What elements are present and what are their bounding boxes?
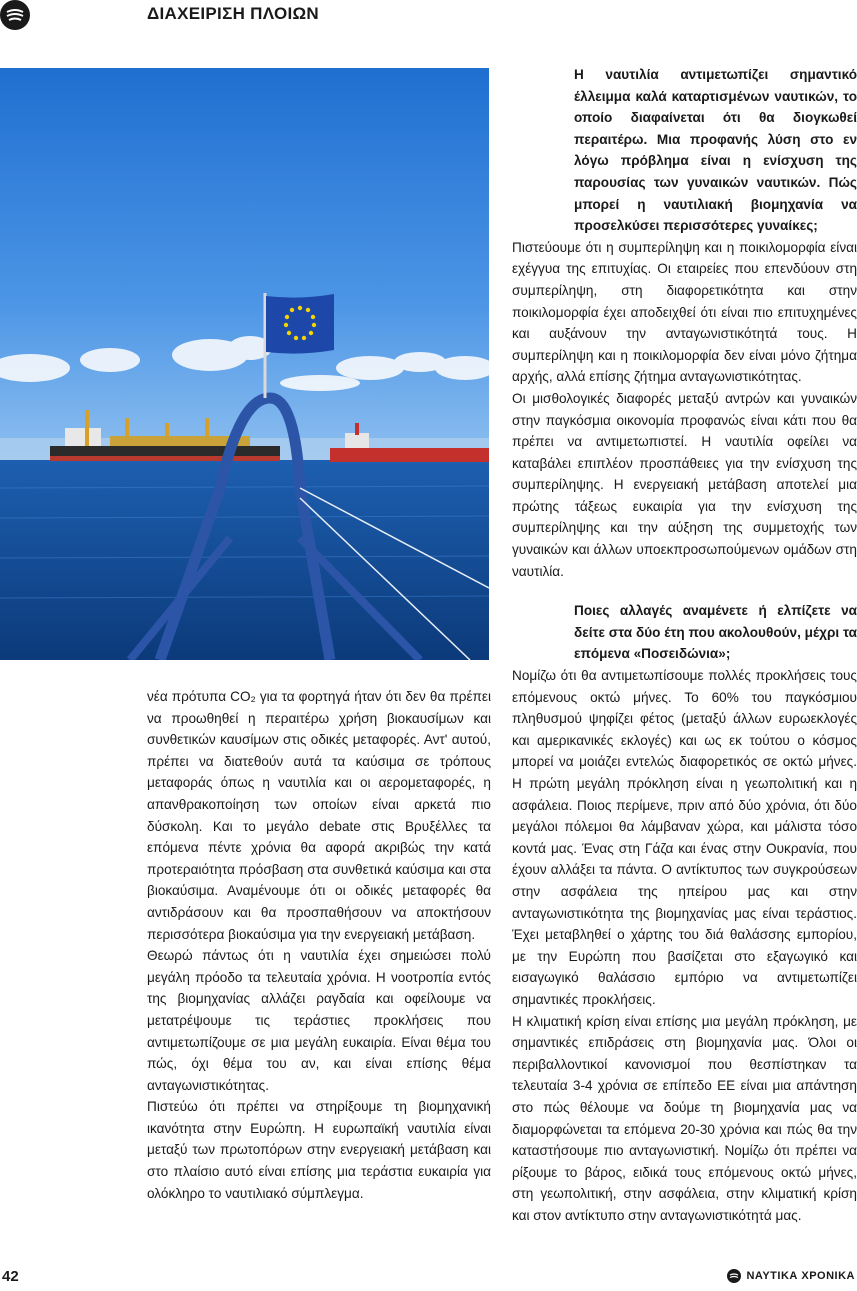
paragraph: Πιστεύω ότι πρέπει να στηρίξουμε τη βιομηχανική ικανότητα στην Ευρώπη. Η ευρωπαϊκή ναυτιλία είναι μεταξύ των πρωτοπόρων στην ενεργειακή μετάβαση και στο πλαίσιο αυτό είναι επίσης μια τεράστια ευκαιρία για ολόκληρο το ναυτιλιακό σύμπλεγμα. <box>147 1099 491 1201</box>
interview-question: Ποιες αλλαγές αναμένετε ή ελπίζετε να δείτε στα δύο έτη που ακολουθούν, μέχρι τα επόμενα «Ποσειδώνια»; <box>574 603 857 662</box>
interview-question: Η ναυτιλία αντιμετωπίζει σημαντικό έλλειμμα καλά καταρτισμένων ναυτικών, το οποίο διαφαίνεται ότι θα διογκωθεί περαιτέρω. Μια προφανής λύση στο εν λόγω πρόβλημα είναι η ενίσχυση της παρουσίας των γυναικών ναυτικών. Πώς μπορεί η ναυτιλιακή βιομηχανία να προσελκύσει περισσότερες γυναίκες; <box>574 67 857 234</box>
footer-brand <box>727 1269 855 1283</box>
paragraph: νέα πρότυπα CO₂ για τα φορτηγά ήταν ότι δεν θα πρέπει να προωθηθεί η περαιτέρω χρήση βιοκαυσίμων και συνθετικών καυσίμων στις οδικές μεταφορές. Αντ' αυτού, πρέπει να διατεθούν αυτά τα καύσιμα σε τρόπους μεταφοράς όπως η ναυτιλία και οι αερομεταφορές, η απανθρακοποίηση των οποίων είναι αρκετά πιο δύσκολη. Και το μεγάλο debate στις Βρυξέλλες τα επόμενα πέντε χρόνια θα αφορά ακριβώς την κατά προτεραιότητα πρόσβαση στα συνθετικά καύσιμα και στα βιοκαύσιμα. Αναμένουμε ότι οι οδικές μεταφορές θα αντιδράσουν και θα προσπαθήσουν να αποκτήσουν περισσότερα βιοκαύσιμα για την ενεργειακή μετάβαση. <box>147 689 491 942</box>
section-title: ΔΙΑΧΕΙΡΙΣΗ ΠΛΟΙΩΝ <box>147 4 319 23</box>
paragraph: Νομίζω ότι θα αντιμετωπίσουμε πολλές προκλήσεις τους επόμενους οκτώ μήνες. Το 60% του παγκόσμιου πληθυσμού ψηφίζει φέτος (μεταξύ άλλων ευρωεκλογές και αμερικανικές εκλογές) και ως εκ τούτου ο κόσμος μπορεί να μοιάζει εντελώς διαφορετικός σε οκτώ μήνες. Η πρώτη μεγάλη πρόκληση είναι η γεωπολιτική και η ασφάλεια. Ποιος περίμενε, πριν από δύο χρόνια, ότι δύο μεγάλοι πόλεμοι θα λάμβαναν χώρα, και μάλιστα τόσο κοντά μας. Ένας στη Γάζα και ένας στην Ουκρανία, που έχουν αλλάξει τα πάντα. Ο αντίκτυπος των συγκρούσεων στην ασφάλεια της ηπείρου μας και στην ανταγωνιστικότητα της βιομηχανίας μας είναι τεράστιος. Έχει μεταβληθεί ο χάρτης του διά θαλάσσης εμπορίου, με την Ευρώπη που βασίζεται στο εξαγωγικό και εισαγωγικό θαλάσσιο εμπόριο να αντιμετωπίζει σημαντικές προκλήσεις. <box>512 668 857 1007</box>
page-number: 42 <box>2 1268 19 1285</box>
brand-name: ΝΑΥΤΙΚΑ ΧΡΟΝΙΚΑ <box>746 1270 855 1282</box>
wave-logo-icon <box>727 1269 741 1283</box>
paragraph: Θεωρώ πάντως ότι η ναυτιλία έχει σημειώσει πολύ μεγάλη πρόοδο τα τελευταία χρόνια. Η νοοτροπία εντός της βιομηχανίας αλλάζει ραγδαία και οφείλουμε να μετατρέψουμε τις τεράστιες προκλήσεις που αντιμετωπίζουμε σε μια μεγάλη ευκαιρία. Είναι θέμα του πώς, όχι θέμα του αν, και είναι επίσης θέμα ανταγωνιστικότητας. <box>147 948 491 1093</box>
wave-logo-icon <box>0 0 30 30</box>
article-photo <box>0 68 489 660</box>
paragraph: Η κλιματική κρίση είναι επίσης μια μεγάλη πρόκληση, με σημαντικές επιδράσεις στη βιομηχανία μας. Όλοι οι περιβαλλοντικοί κανονισμοί που θεσπίστηκαν τα τελευταία 3-4 χρόνια σε επίπεδο ΕΕ είναι μια απάντηση στο πώς θέλουμε να δούμε τη βιομηχανία μας να διαμορφώνεται τα επόμενα 20-30 χρόνια και πώς θα την καταστήσουμε πιο ανταγωνιστική. Νομίζω ότι πρέπει να ρίξουμε το βάρος, ειδικά τους επόμενους οκτώ μήνες, στη γεωπολιτική, στην ασφάλεια, στην κλιματική κρίση και στον αντίκτυπο στην ανταγωνιστικότητά μας. <box>512 1013 857 1223</box>
paragraph: Οι μισθολογικές διαφορές μεταξύ αντρών και γυναικών στην παγκόσμια οικονομία προφανώς είναι κάτι που θα πρέπει να αντιμετωπιστεί. Η ναυτιλία οφείλει να καταβάλει επιπλέον προσπάθειες για την ενίσχυση της συμπερίληψης. Η ενεργειακή μετάβαση αποτελεί μια πρώτης τάξεως ευκαιρία για την ενίσχυση της συμπερίληψης και την αύξηση της συμμετοχής των γυναικών και άλλων υποεκπροσωπούμενων ομάδων στη ναυτιλία. <box>512 390 857 579</box>
right-column <box>512 64 857 1226</box>
paragraph: Πιστεύουμε ότι η συμπερίληψη και η ποικιλομορφία είναι εχέγγυα της επιτυχίας. Οι εταιρείες που επενδύουν στη συμπερίληψη, στη διαφορετικότητα και στην ποικιλομορφία έχει αποδειχθεί ότι είναι πιο επιτυχημένες και αυξάνουν την ανταγωνιστικότητά τους. Η συμπερίληψη και η ποικιλομορφία δεν είναι μόνο ζήτημα αρχής, αλλά επίσης ζήτημα ανταγωνιστικότητας. <box>512 239 857 385</box>
left-column <box>147 686 491 1204</box>
